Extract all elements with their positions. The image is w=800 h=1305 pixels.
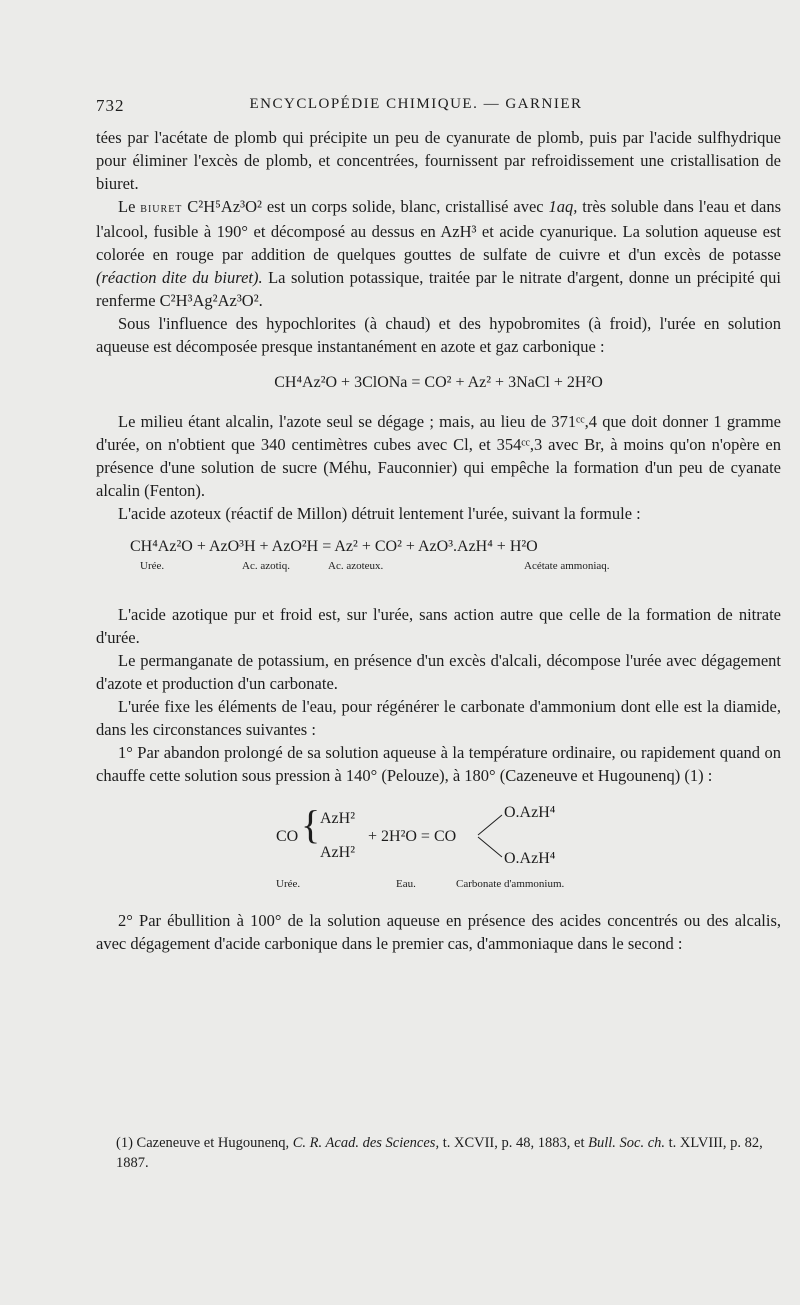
eq3-brace: {	[301, 802, 321, 847]
paragraph-alkaline: Le milieu étant alcalin, l'azote seul se dégage ; mais, au lieu de 371ᶜᶜ,4 que doit donner 1 gramme d'urée, on n'obtient que 340 centimètres cubes avec Cl, et 354ᶜᶜ,3 avec Br, à moins qu'on n'opère en présence d'une solution de sucre (Méhu, Fauconnier) qui empêche la formation d'un peu de cyanate alcalin (Fenton).	[96, 412, 781, 500]
eq3-label-uree: Urée.	[276, 878, 301, 890]
footnote-lead: (1) Cazeneuve et Hugounenq,	[116, 1135, 290, 1151]
biuret-formula: C²H⁵Az³O²	[187, 197, 262, 216]
equation-nitrous-formula: CH⁴Az²O + AzO³H + AzO²H = Az² + CO² + AzO³.AzH⁴ + H²O	[130, 538, 538, 555]
label-ac-azotiq: Ac. azotiq.	[242, 560, 290, 572]
running-title: ENCYCLOPÉDIE CHIMIQUE. — GARNIER	[249, 96, 583, 112]
paragraph-water-fixation: L'urée fixe les éléments de l'eau, pour régénérer le carbonate d'ammonium dont elle est la diamide, dans les circonstances suivantes :	[96, 697, 781, 739]
eq3-azh2-top: AzH²	[320, 810, 356, 827]
biuret-text-b: très soluble dans l'eau et dans l'alcool, fusible à 190° et décomposé au dessus en AzH³ et acide cyanurique. La solution aqueuse est colorée en rouge par addition de quelques gouttes de sulfate de cuivre et d'un excès de potasse	[96, 197, 782, 264]
footnote	[116, 1133, 786, 1173]
biuret-lead: Le	[118, 197, 136, 216]
footnote-journal: C. R. Acad. des Sciences,	[292, 1135, 440, 1151]
paragraph-permanganate: Le permanganate de potassium, en présence d'un excès d'alcali, décompose l'urée avec dégagement d'azote et production d'un carbonate.	[96, 651, 781, 693]
equation-hydrolysis	[96, 797, 781, 893]
biuret-aq: 1aq,	[548, 197, 578, 216]
page-number: 732	[96, 96, 125, 115]
eq3-label-eau: Eau.	[396, 878, 416, 890]
label-ac-azoteux: Ac. azoteux.	[328, 560, 384, 572]
eq3-co-left: CO	[276, 828, 299, 845]
footnote-mid: t. XCVII, p. 48, 1883, et	[442, 1135, 585, 1151]
eq3-plus-water: + 2H²O = CO	[368, 828, 457, 845]
equation-hypochlorite: CH⁴Az²O + 3ClONa = CO² + Az² + 3NaCl + 2H²O	[274, 374, 603, 391]
eq3-o-azh4-top: O.AzH⁴	[504, 804, 556, 821]
biuret-term: biuret	[140, 201, 183, 216]
paragraph-nitrous-acid: L'acide azoteux (réactif de Millon) détruit lentement l'urée, suivant la formule :	[118, 504, 641, 523]
footnote-tail: t. XLVIII, p. 82, 1887.	[116, 1135, 763, 1171]
equation-nitrous	[96, 535, 781, 585]
page-header	[96, 96, 736, 120]
paragraph-hypochlorites: Sous l'influence des hypochlorites (à chaud) et des hypobromites (à froid), l'urée en solution aqueuse est décomposée presque instantanément en azote et gaz carbonique :	[96, 314, 781, 356]
body-text	[96, 126, 781, 955]
label-uree: Urée.	[140, 560, 165, 572]
biuret-reaction-name: (réaction dite du biuret).	[96, 268, 263, 287]
paragraph-biuret	[96, 195, 781, 312]
eq3-branch-lines	[476, 811, 506, 861]
eq3-label-carbonate: Carbonate d'ammonium.	[456, 878, 565, 890]
paragraph-condition-1: 1° Par abandon prolongé de sa solution aqueuse à la température ordinaire, ou rapidement quand on chauffe cette solution sous pression à 140° (Pelouze), à 180° (Cazeneuve et Hugounenq) (1) :	[96, 743, 781, 785]
label-acetate-ammoniaq: Acétate ammoniaq.	[524, 560, 610, 572]
footnote-1	[116, 1133, 786, 1173]
paragraph-1: tées par l'acétate de plomb qui précipite un peu de cyanurate de plomb, puis par l'acide sulfhydrique pour éliminer l'excès de plomb, et concentrées, fournissent par refroidissement une cristallisation de biuret.	[96, 128, 781, 193]
paragraph-condition-2: 2° Par ébullition à 100° de la solution aqueuse en présence des acides concentrés ou des alcalis, avec dégagement d'acide carbonique dans le premier cas, d'ammoniaque dans le second :	[96, 911, 781, 953]
footnote-journal-2: Bull. Soc. ch.	[588, 1135, 666, 1151]
biuret-text-a: est un corps solide, blanc, cristallisé avec	[266, 197, 544, 216]
eq3-azh2-bottom: AzH²	[320, 844, 356, 861]
paragraph-nitric-acid: L'acide azotique pur et froid est, sur l'urée, sans action autre que celle de la formation de nitrate d'urée.	[96, 605, 781, 647]
eq3-o-azh4-bottom: O.AzH⁴	[504, 850, 556, 867]
biuret-text-c: La solution potassique, traitée par le nitrate d'argent, donne un précipité qui renferme C²H³Ag²Az³O².	[96, 268, 781, 310]
